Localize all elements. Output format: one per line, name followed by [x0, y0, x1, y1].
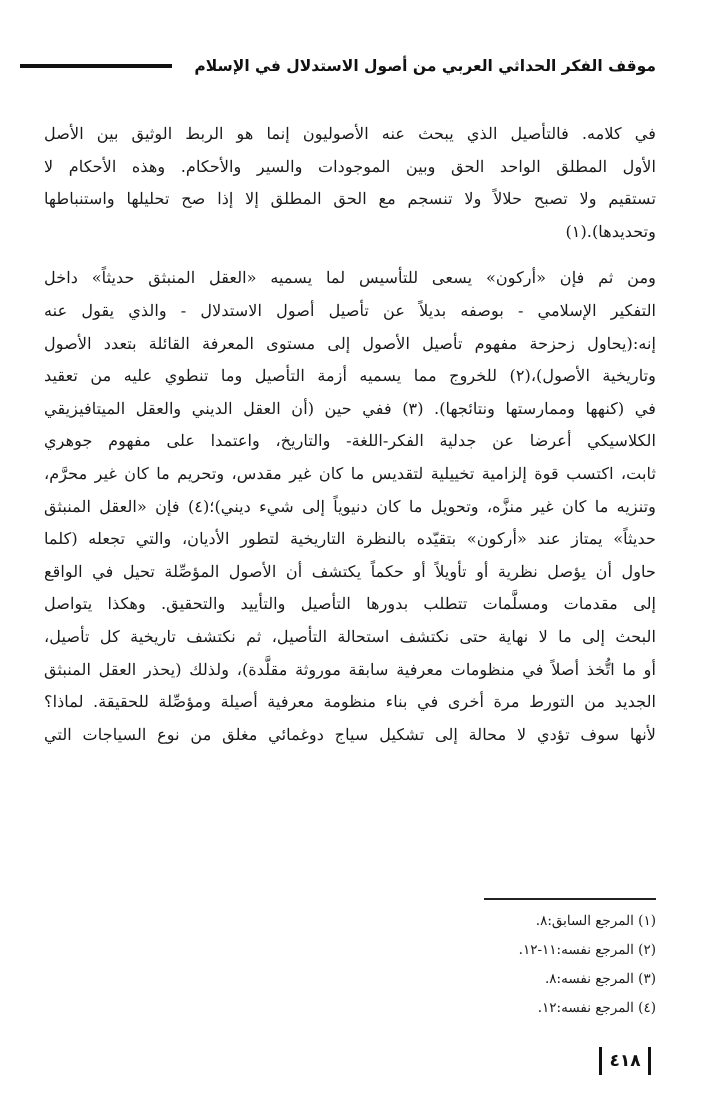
text-line: وتحديدها).(١): [565, 221, 656, 241]
header-rule: [20, 64, 172, 68]
footnote-1: (١) المرجع السابق:٨.: [535, 913, 656, 929]
footnotes-list: [44, 907, 656, 1023]
running-header: [44, 50, 656, 82]
text-line: إلى مقدمات ومسلَّمات تتطلب بدورها التأصيل والتأييد والتحقيق. وهكذا يتواصل: [44, 594, 656, 614]
text-line: التفكير الإسلامي - بوصفه بديلاً عن تأصيل أصول الاستدلال - والذي يقول عنه: [44, 300, 656, 320]
text-line: البحث إلى ما لا نهاية حتى نكتشف استحالة التأصيل، ثم نكتشف تاريخية كل تأصيل،: [44, 626, 656, 646]
running-header-title: موقف الفكر الحداثي العربي من أصول الاستدلال في الإسلام: [194, 57, 656, 75]
text-line: إنه:(يحاول زحزحة مفهوم تأصيل الأصول إلى مستوى المعرفة القائلة بتعدد الأصول: [44, 333, 656, 353]
paragraph-1: [44, 118, 656, 248]
footnote-4: (٤) المرجع نفسه:١٢.: [537, 1000, 656, 1016]
text-line: وتاريخية الأصول)،(٢) للخروج مما يسميه أزمة التأصيل وما تنطوي عليه من تعقيد: [44, 366, 656, 386]
footnote-2: (٢) المرجع نفسه:١١-١٢.: [518, 942, 656, 958]
text-line: لأنها سوف تؤدي لا محالة إلى تشكيل سياج دوغمائي مغلق من نوع السياجات التي: [44, 724, 656, 744]
text-line: في كلامه. فالتأصيل الذي يبحث عنه الأصوليون إنما هو الربط الوثيق بين الأصل: [44, 124, 656, 143]
paragraph-2: [44, 262, 656, 751]
text-line: حديثاً» يمتاز عند «أركون» بتقيّده بالنظرة التاريخية لتطور الأديان، والتي تجعله (كلما: [44, 529, 656, 549]
text-line: أو ما اتُّخذ أصلاً في منظومات معرفية سابقة موروثة مقلَّدة)، ولذلك (يحذر العقل المنبثق: [44, 659, 656, 679]
text-line: وتنزيه ما كان غير منزَّه، وتحويل ما كان دنيوياً إلى شيء ديني)؛(٤) فإن «العقل المنبثق: [44, 496, 656, 516]
text-line: الكلاسيكي أعرضا عن جدلية الفكر-اللغة- والتاريخ، واعتمدا على مفهوم جوهري: [44, 431, 656, 451]
text-line: ثابت، اكتسب قوة إلزامية تخييلية لتقديس ما كان غير مقدس، وتحريم ما كان غير محرَّم،: [44, 463, 656, 483]
text-line: تستقيم ولا تصبح حلالاً ولا تنسجم مع الحق المطلق إلا إذا صح تحليلها واستنباطها: [44, 189, 656, 209]
page-number: ٤١٨: [599, 1047, 651, 1075]
footnote-separator: [484, 898, 656, 900]
text-line: حاول أن يؤصل نظرية أو تأويلاً أو حكماً يكتشف أن الأصول المؤصِّلة تحيل في الواقع: [44, 561, 656, 581]
body-text: [44, 118, 656, 751]
text-line: في (كنهها وممارستها ونتائجها). (٣) ففي حين (أن العقل الديني والعقل الميتافيزيقي: [44, 398, 656, 418]
text-line: الجديد من التورط مرة أخرى في بناء منظومة معرفية أصيلة ومؤصِّلة للحقيقة. لماذا؟: [44, 692, 656, 712]
footnote-3: (٣) المرجع نفسه:٨.: [544, 971, 656, 987]
text-line: ومن ثم فإن «أركون» يسعى للتأسيس لما يسميه «العقل المنبثق حديثاً» داخل: [44, 268, 656, 288]
text-line: الأول المطلق الواحد الحق وبين الموجودات والسير والأحكام. وهذه الأحكام لا: [44, 156, 656, 176]
